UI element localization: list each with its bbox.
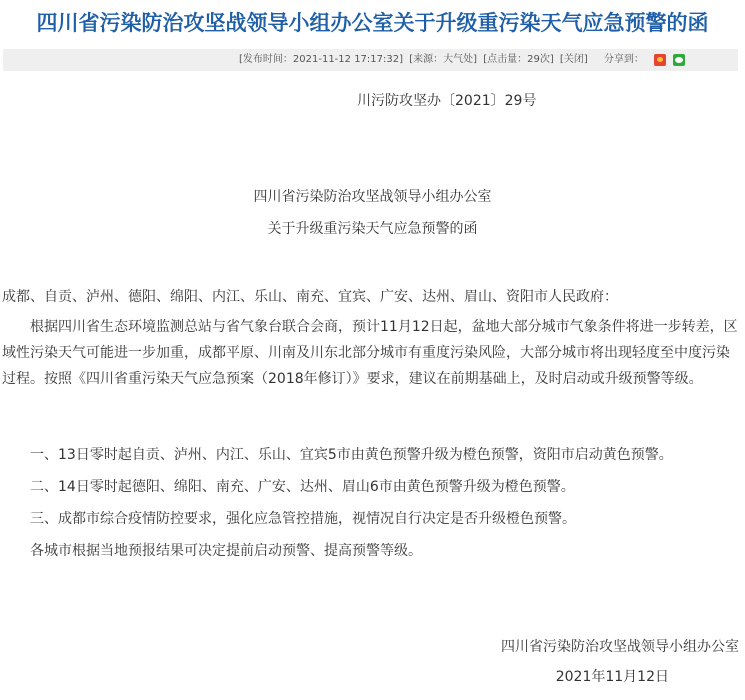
list-item: 三、成都市综合疫情防控要求，强化应急管控措施，视情况自行决定是否升级橙色预警。: [30, 511, 576, 527]
signature-date: 2021年11月12日: [555, 669, 669, 685]
publish-time: [发布时间：2021-11-12 17:17:32]: [239, 54, 404, 65]
signature-issuer: 四川省污染防治攻坚战领导小组办公室: [501, 639, 739, 655]
document-number: 川污防攻坚办〔2021〕29号: [357, 93, 537, 109]
issuer-heading: 四川省污染防治攻坚战领导小组办公室: [253, 189, 492, 205]
hit-count: [点击量：29次]: [483, 54, 554, 65]
list-item: 二、14日零时起德阳、绵阳、南充、广安、达州、眉山6市由黄色预警升级为橙色预警。: [30, 479, 575, 495]
source: [来源：大气处]: [409, 54, 478, 65]
close-link[interactable]: [关闭]: [559, 54, 588, 65]
page-title: 四川省污染防治攻坚战领导小组办公室关于升级重污染天气应急预警的函: [36, 11, 709, 35]
subject-heading: 关于升级重污染天气应急预警的函: [267, 221, 478, 237]
body-paragraph: 根据四川省生态环境监测总站与省气象台联合会商，预计11月12日起，盆地大部分城市气象条件将进一步转差，区域性污染天气可能进一步加重，成都平原、川南及川东北部分城市有重度污染风险，大部分城市将出现轻度至中度污染过程。按照《四川省重污染天气应急预案（2018年修订）》要求，建议在前期基础上，及时启动或升级预警等级。: [2, 319, 738, 387]
addressee: 成都、自贡、泸州、德阳、绵阳、内江、乐山、南充、宜宾、广安、达州、眉山、资阳市人民政府：: [2, 289, 618, 305]
weibo-icon[interactable]: [654, 54, 666, 66]
article-meta-bar: [3, 49, 738, 71]
share-label: 分享到：: [603, 54, 644, 65]
list-item: 一、13日零时起自贡、泸州、内江、乐山、宜宾5市由黄色预警升级为橙色预警，资阳市启动黄色预警。: [30, 447, 673, 463]
wechat-icon[interactable]: [673, 54, 685, 66]
closing-note: 各城市根据当地预报结果可决定提前启动预警、提高预警等级。: [30, 543, 422, 559]
